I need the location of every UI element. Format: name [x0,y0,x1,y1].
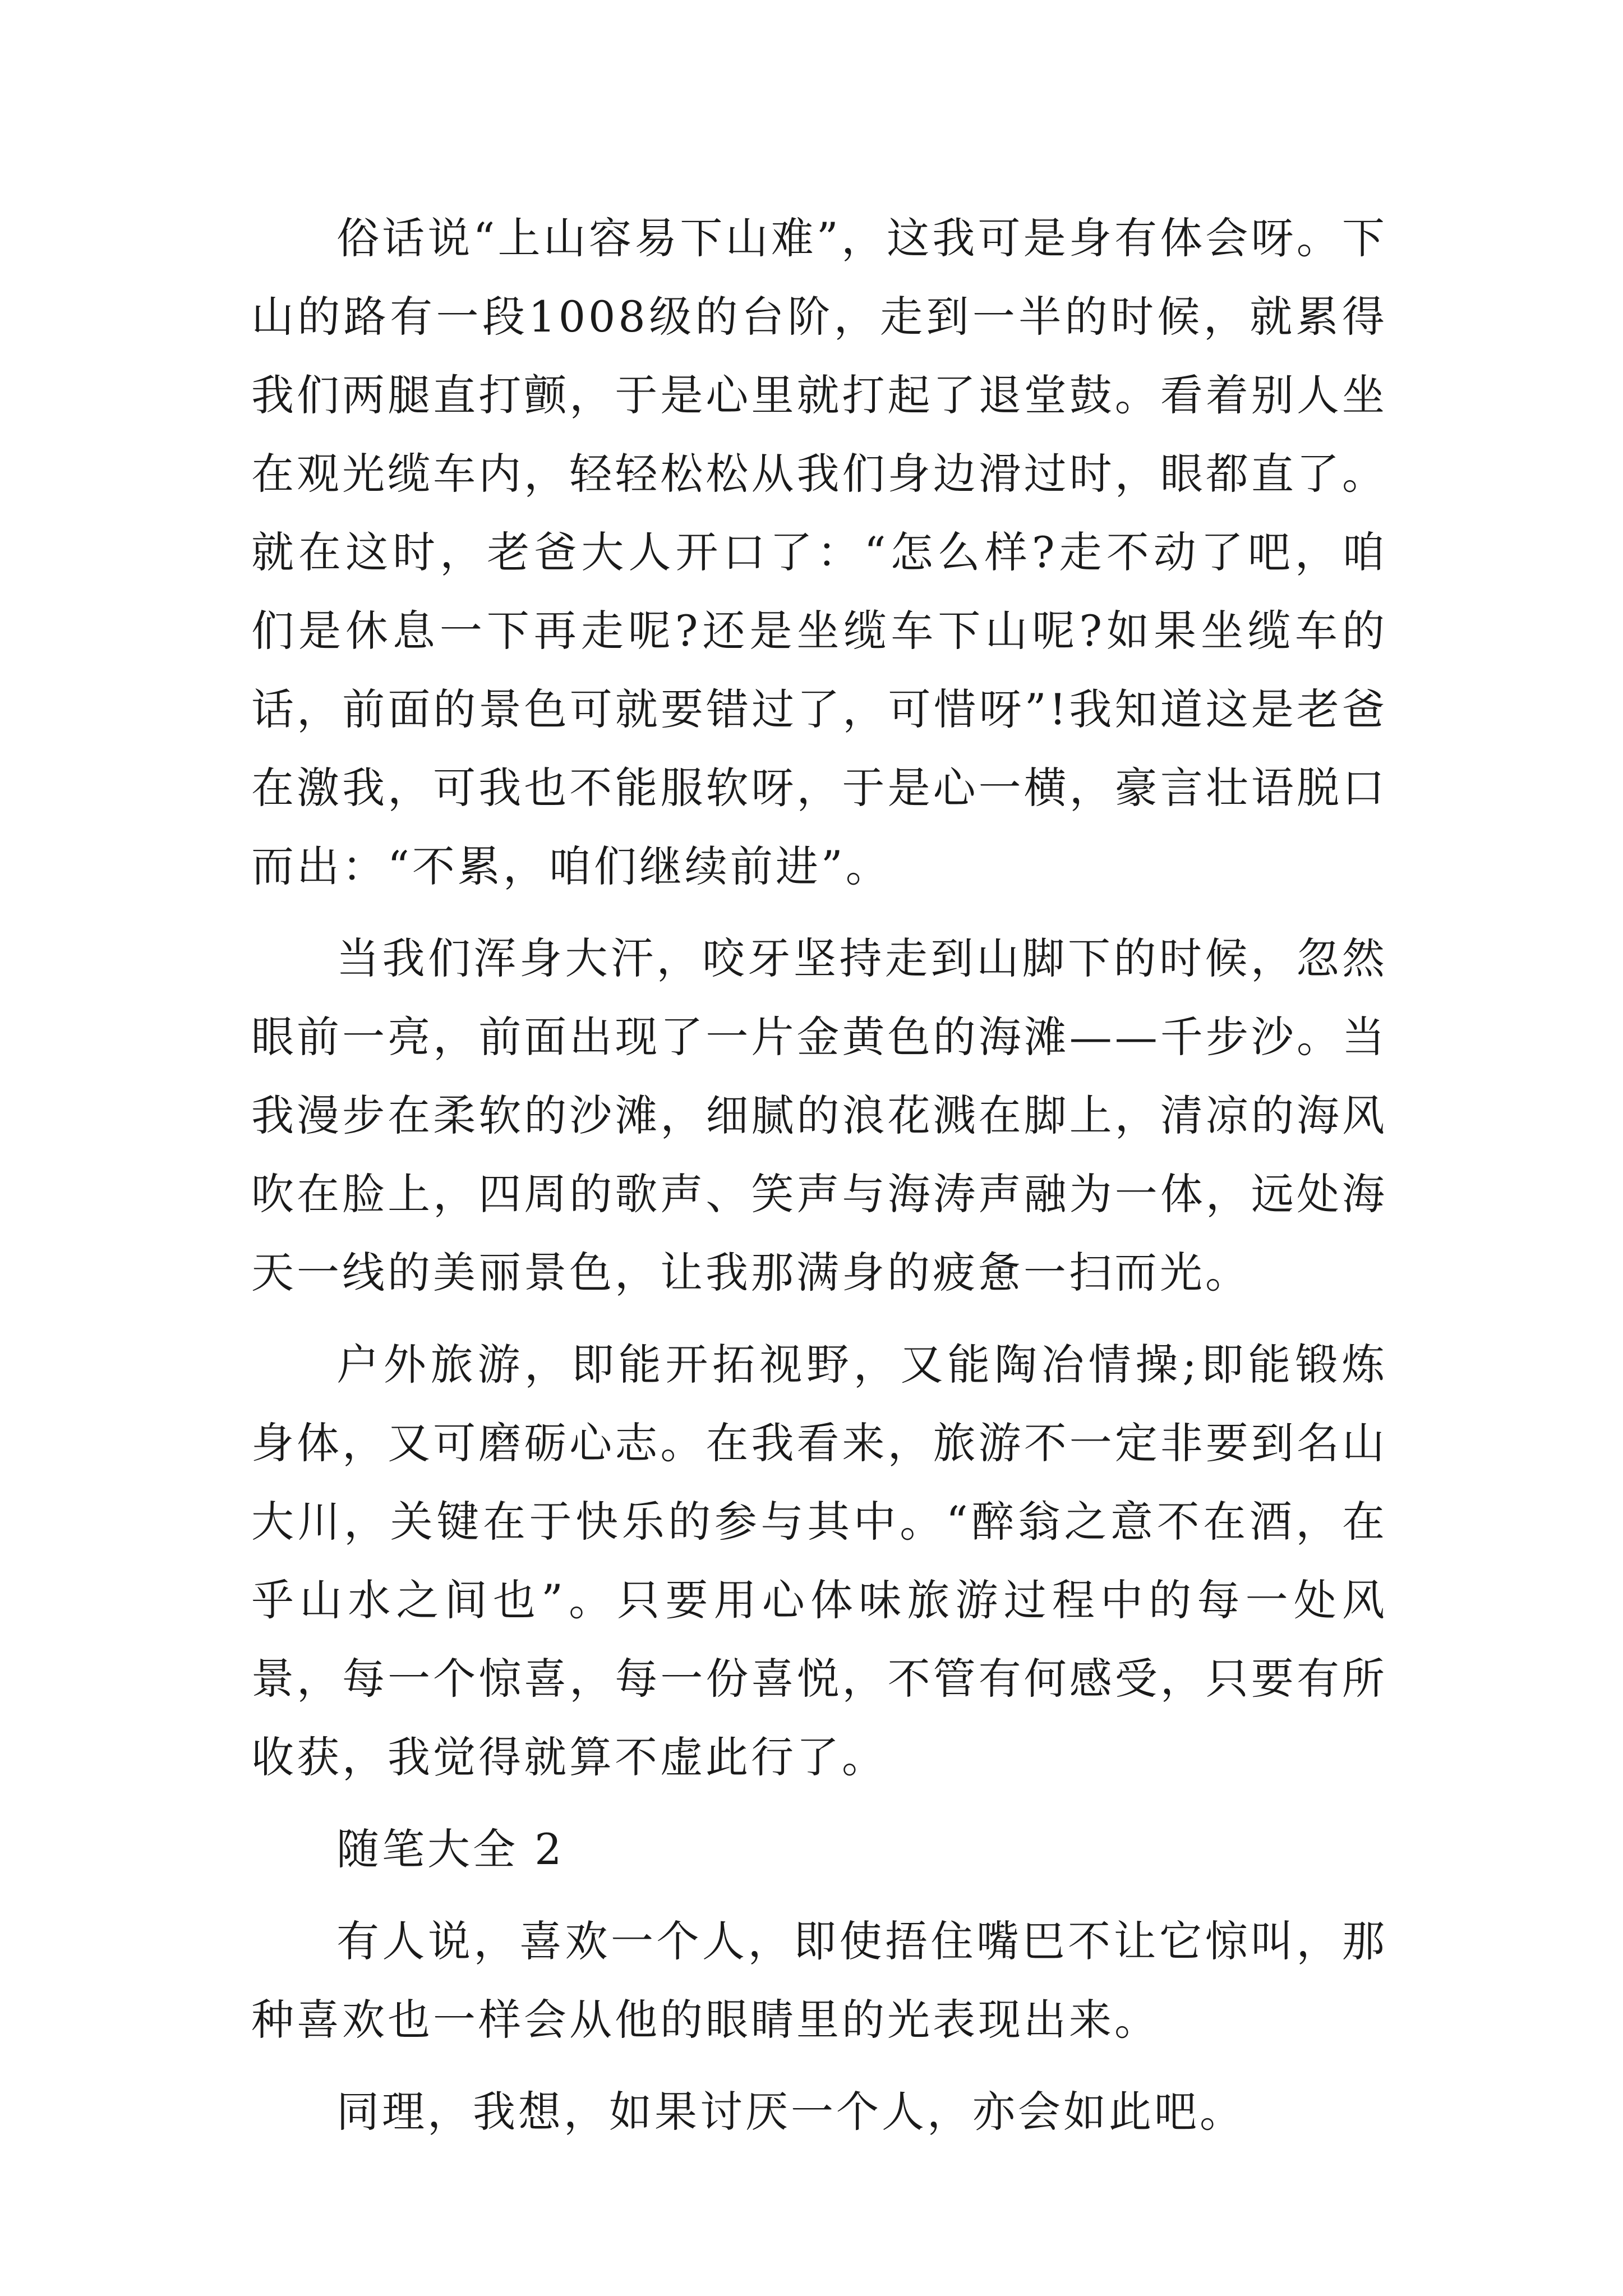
paragraph-descending-mountain: 俗话说“上山容易下山难”，这我可是身有体会呀。下山的路有一段1008级的台阶，走到一半的时候，就累得我们两腿直打颤，于是心里就打起了退堂鼓。看着别人坐在观光缆车内，轻轻松松从我们身边滑过时，眼都直了。就在这时，老爸大人开口了：“怎么样?走不动了吧，咱们是休息一下再走呢?还是坐缆车下山呢?如果坐缆车的话，前面的景色可就要错过了，可惜呀”!我知道这是老爸在激我，可我也不能服软呀，于是心一横，豪言壮语脱口而出：“不累，咱们继续前进”。 [251,213,1387,891]
paragraph-travel-reflection: 户外旅游，即能开拓视野，又能陶冶情操;即能锻炼身体，又可磨砺心志。在我看来，旅游不一定非要到名山大川，关键在于快乐的参与其中。“醉翁之意不在酒，在乎山水之间也”。只要用心体味旅游过程中的每一处风景，每一个惊喜，每一份喜悦，不管有何感受，只要有所收获，我觉得就算不虚此行了。 [251,1340,1387,1782]
document-body [251,199,1387,2165]
paragraph-beach: 当我们浑身大汗，咬牙坚持走到山脚下的时候，忽然眼前一亮，前面出现了一片金黄色的海滩——千步沙。当我漫步在柔软的沙滩，细腻的浪花溅在脚上，清凉的海风吹在脸上，四周的歌声、笑声与海涛声融为一体，远处海天一线的美丽景色，让我那满身的疲惫一扫而光。 [251,933,1387,1297]
section-heading: 随笔大全 2 [336,1824,565,1874]
paragraph-disliking-someone: 同理，我想，如果讨厌一个人，亦会如此吧。 [336,2087,1245,2137]
paragraph-liking-someone: 有人说，喜欢一个人，即使捂住嘴巴不让它惊叫，那种喜欢也一样会从他的眼睛里的光表现出来。 [251,1916,1387,2045]
